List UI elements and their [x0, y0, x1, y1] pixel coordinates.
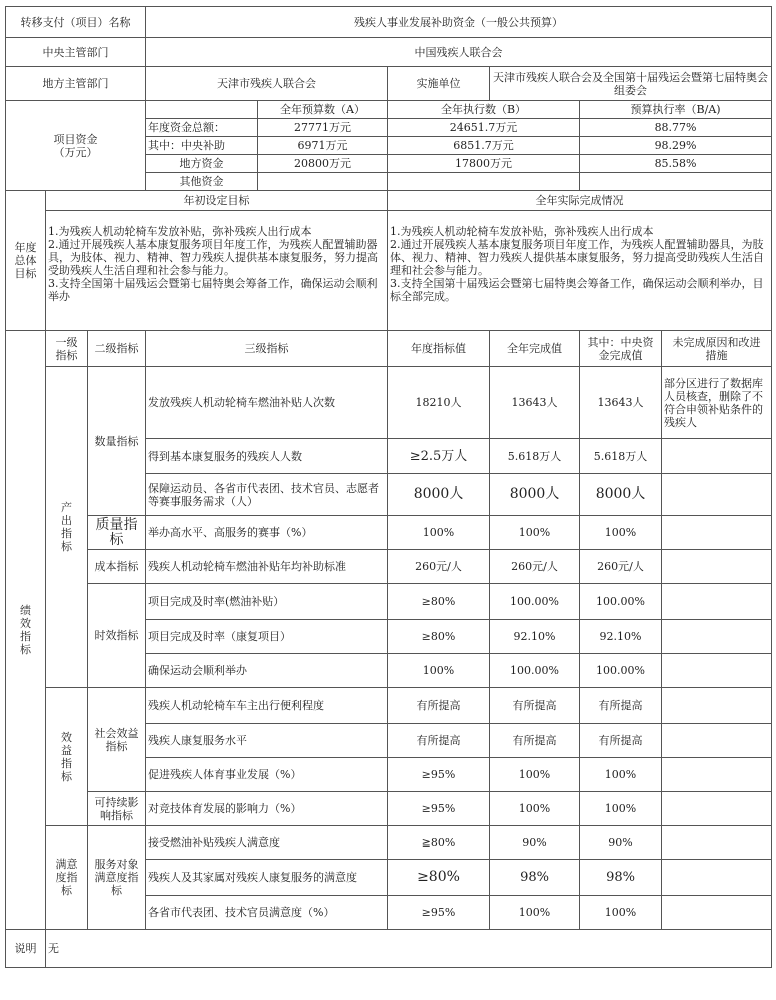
program-name: 残疾人事业发展补助资金（一般公共预算） [146, 7, 772, 38]
indicator-done: 5.618万人 [490, 439, 580, 474]
funds-budget [258, 173, 388, 191]
indicator-target: ≥95% [388, 792, 490, 826]
indicator-done: 98% [490, 860, 580, 896]
funds-exec [388, 173, 580, 191]
output-indicator-label [46, 367, 88, 688]
quality-indicator-label [88, 516, 146, 550]
indicator-target: ≥80% [388, 584, 490, 620]
indicator-done: 92.10% [490, 620, 580, 654]
indicator-central: 92.10% [580, 620, 662, 654]
indicator-done: 100.00% [490, 654, 580, 688]
funds-rate: 98.29% [580, 137, 772, 155]
social-indicator-text: 社会效益 指标 [94, 726, 139, 753]
col-rate: 预算执行率（B/A) [580, 101, 772, 119]
indicator-name: 残疾人及其家属对残疾人康复服务的满意度 [146, 860, 388, 896]
indicator-name: 确保运动会顺利举办 [146, 654, 388, 688]
indicator-target: 8000人 [388, 474, 490, 516]
table-row [6, 367, 772, 439]
indicator-reason [662, 896, 772, 930]
indicator-central: 5.618万人 [580, 439, 662, 474]
indicator-name: 各省市代表团、技术官员满意度（%） [146, 896, 388, 930]
program-name-label: 转移支付（项目）名称 [6, 7, 146, 38]
indicator-central: 100% [580, 758, 662, 792]
indicator-reason [662, 860, 772, 896]
indicator-done: 8000人 [490, 474, 580, 516]
indicator-done: 100% [490, 896, 580, 930]
performance-table [5, 6, 772, 968]
funds-row-label: 其他资金 [146, 173, 258, 191]
notes-label: 说明 [6, 930, 46, 968]
indicator-reason [662, 620, 772, 654]
col-level1-text: 一级 指标 [55, 335, 78, 362]
indicator-reason [662, 826, 772, 860]
funds-exec: 17800万元 [388, 155, 580, 173]
cost-indicator-label: 成本指标 [88, 550, 146, 584]
indicator-central: 100% [580, 896, 662, 930]
col-central-text: 其中：中央资 金完成值 [587, 335, 654, 362]
indicator-done: 有所提高 [490, 688, 580, 724]
indicator-name: 得到基本康复服务的残疾人人数 [146, 439, 388, 474]
satisfaction-indicator-text: 满意 度指 标 [55, 858, 78, 897]
indicator-name: 保障运动员、各省市代表团、技术官员、志愿者等赛事服务需求（人） [146, 474, 388, 516]
funds-budget: 27771万元 [258, 119, 388, 137]
service-indicator-text: 服务对象 满意度指 标 [94, 858, 139, 897]
goals-actual-content: 1.为残疾人机动轮椅车发放补贴，弥补残疾人出行成本 2.通过开展残疾人基本康复服务项目年度工作，为残疾人配置辅助器具，为肢体、视力、精神、智力残疾人提供基本康复服务，努力提高受助残疾人生活自理和社会参与能力。 3.支持全国第十届残运会暨第七届特奥会筹备工作，确保运动会顺利举办，目标全部完成。 [390, 225, 765, 303]
service-indicator-label [88, 826, 146, 930]
col-central [580, 331, 662, 367]
sustain-indicator-text: 可持续影 响指标 [94, 795, 139, 822]
col-reason [662, 331, 772, 367]
goals-planned-header: 年初设定目标 [46, 191, 388, 211]
perf-label [6, 331, 46, 930]
goals-label [6, 191, 46, 331]
indicator-done: 13643人 [490, 367, 580, 439]
indicator-central: 100% [580, 516, 662, 550]
table-row [6, 584, 772, 620]
indicator-reason [662, 724, 772, 758]
indicator-target: ≥2.5万人 [388, 439, 490, 474]
qty-indicator-label: 数量指标 [88, 367, 146, 516]
indicator-target: ≥80% [388, 620, 490, 654]
indicator-name: 残疾人机动轮椅车车主出行便利程度 [146, 688, 388, 724]
table-row [6, 792, 772, 826]
indicator-name: 接受燃油补贴残疾人满意度 [146, 826, 388, 860]
indicator-central: 100.00% [580, 654, 662, 688]
col-level3: 三级指标 [146, 331, 388, 367]
indicator-done: 90% [490, 826, 580, 860]
indicator-central: 有所提高 [580, 688, 662, 724]
output-indicator-text: 产 出 指 标 [61, 501, 72, 553]
funds-rate: 85.58% [580, 155, 772, 173]
indicator-central: 有所提高 [580, 724, 662, 758]
table-row [6, 516, 772, 550]
indicator-central: 100.00% [580, 584, 662, 620]
local-dept: 天津市残疾人联合会 [146, 67, 388, 101]
indicator-reason [662, 688, 772, 724]
indicator-central: 260元/人 [580, 550, 662, 584]
col-level2: 二级指标 [88, 331, 146, 367]
notes-text: 无 [46, 930, 772, 968]
funds-row-label: 其中：中央补助 [146, 137, 258, 155]
indicator-reason [662, 654, 772, 688]
col-done: 全年完成值 [490, 331, 580, 367]
indicator-reason [662, 439, 772, 474]
indicator-target: 100% [388, 654, 490, 688]
indicator-target: 100% [388, 516, 490, 550]
indicator-reason: 部分区进行了数据库人员核查，删除了不符合申领补贴条件的残疾人 [662, 367, 772, 439]
benefit-indicator-label [46, 688, 88, 826]
impl-unit-label: 实施单位 [388, 67, 490, 101]
indicator-name: 项目完成及时率（康复项目） [146, 620, 388, 654]
indicator-target: 有所提高 [388, 724, 490, 758]
indicator-done: 100% [490, 758, 580, 792]
indicator-central: 90% [580, 826, 662, 860]
indicator-done: 100% [490, 516, 580, 550]
goals-planned-text [46, 211, 388, 331]
indicator-central: 13643人 [580, 367, 662, 439]
funds-exec: 24651.7万元 [388, 119, 580, 137]
goals-actual-header: 全年实际完成情况 [388, 191, 772, 211]
col-level1 [46, 331, 88, 367]
local-dept-label: 地方主管部门 [6, 67, 146, 101]
sustain-indicator-label [88, 792, 146, 826]
central-dept-label: 中央主管部门 [6, 38, 146, 67]
benefit-indicator-text: 效 益 指 标 [61, 730, 72, 783]
funds-label-text: 项目资金 （万元） [53, 132, 98, 159]
table-row [6, 826, 772, 860]
indicator-done: 100% [490, 792, 580, 826]
indicator-central: 98% [580, 860, 662, 896]
indicator-target: ≧80% [388, 826, 490, 860]
impl-unit: 天津市残疾人联合会及全国第十届残运会暨第七届特奥会组委会 [490, 67, 772, 101]
indicator-reason [662, 758, 772, 792]
indicator-reason [662, 584, 772, 620]
indicator-done: 260元/人 [490, 550, 580, 584]
indicator-name: 举办高水平、高服务的赛事（%） [146, 516, 388, 550]
funds-budget: 6971万元 [258, 137, 388, 155]
col-exec: 全年执行数（B） [388, 101, 580, 119]
funds-label [6, 101, 146, 191]
indicator-name: 残疾人机动轮椅车燃油补贴年均补助标准 [146, 550, 388, 584]
social-indicator-label [88, 688, 146, 792]
indicator-reason [662, 516, 772, 550]
funds-row-label: 地方资金 [146, 155, 258, 173]
indicator-name: 残疾人康复服务水平 [146, 724, 388, 758]
indicator-reason [662, 550, 772, 584]
indicator-central: 100% [580, 792, 662, 826]
indicator-target: ≥95% [388, 896, 490, 930]
col-target: 年度指标值 [388, 331, 490, 367]
goals-planned-content: 1.为残疾人机动轮椅车发放补贴，弥补残疾人出行成本 2.通过开展残疾人基本康复服务项目年度工作，为残疾人配置辅助器具，为肢体、视力、精神、智力残疾人提供基本康复服务，努力提高受助残疾人生活自理和社会参与能力。 3.支持全国第十届残运会暨第七届特奥会筹备工作，确保运动会顺利举办 [48, 225, 378, 303]
col-reason-text: 未完成原因和改进 措施 [672, 335, 761, 362]
indicator-central: 8000人 [580, 474, 662, 516]
col-budget: 全年预算数（A） [258, 101, 388, 119]
table-row [6, 550, 772, 584]
indicator-target: ≥80% [388, 860, 490, 896]
central-dept: 中国残疾人联合会 [146, 38, 772, 67]
funds-exec: 6851.7万元 [388, 137, 580, 155]
indicator-name: 发放残疾人机动轮椅车燃油补贴人次数 [146, 367, 388, 439]
funds-rate: 88.77% [580, 119, 772, 137]
indicator-reason [662, 792, 772, 826]
indicator-name: 项目完成及时率(燃油补贴） [146, 584, 388, 620]
perf-label-text: 绩 效 指 标 [20, 604, 31, 656]
indicator-target: 18210人 [388, 367, 490, 439]
goals-actual-text [388, 211, 772, 331]
funds-budget: 20800万元 [258, 155, 388, 173]
indicator-done: 100.00% [490, 584, 580, 620]
table-row [6, 688, 772, 724]
time-indicator-label: 时效指标 [88, 584, 146, 688]
satisfaction-indicator-label [46, 826, 88, 930]
indicator-name: 对竞技体育发展的影响力（%） [146, 792, 388, 826]
goals-label-text: 年度 总体 目标 [14, 241, 37, 280]
indicator-target: 有所提高 [388, 688, 490, 724]
indicator-target: ≥95% [388, 758, 490, 792]
indicator-done: 有所提高 [490, 724, 580, 758]
funds-row-label: 年度资金总额： [146, 119, 258, 137]
indicator-name: 促进残疾人体育事业发展（%） [146, 758, 388, 792]
funds-rate [580, 173, 772, 191]
indicator-reason [662, 474, 772, 516]
quality-indicator-text: 质量指 标 [95, 516, 138, 548]
funds-blank-cell [146, 101, 258, 119]
indicator-target: 260元/人 [388, 550, 490, 584]
